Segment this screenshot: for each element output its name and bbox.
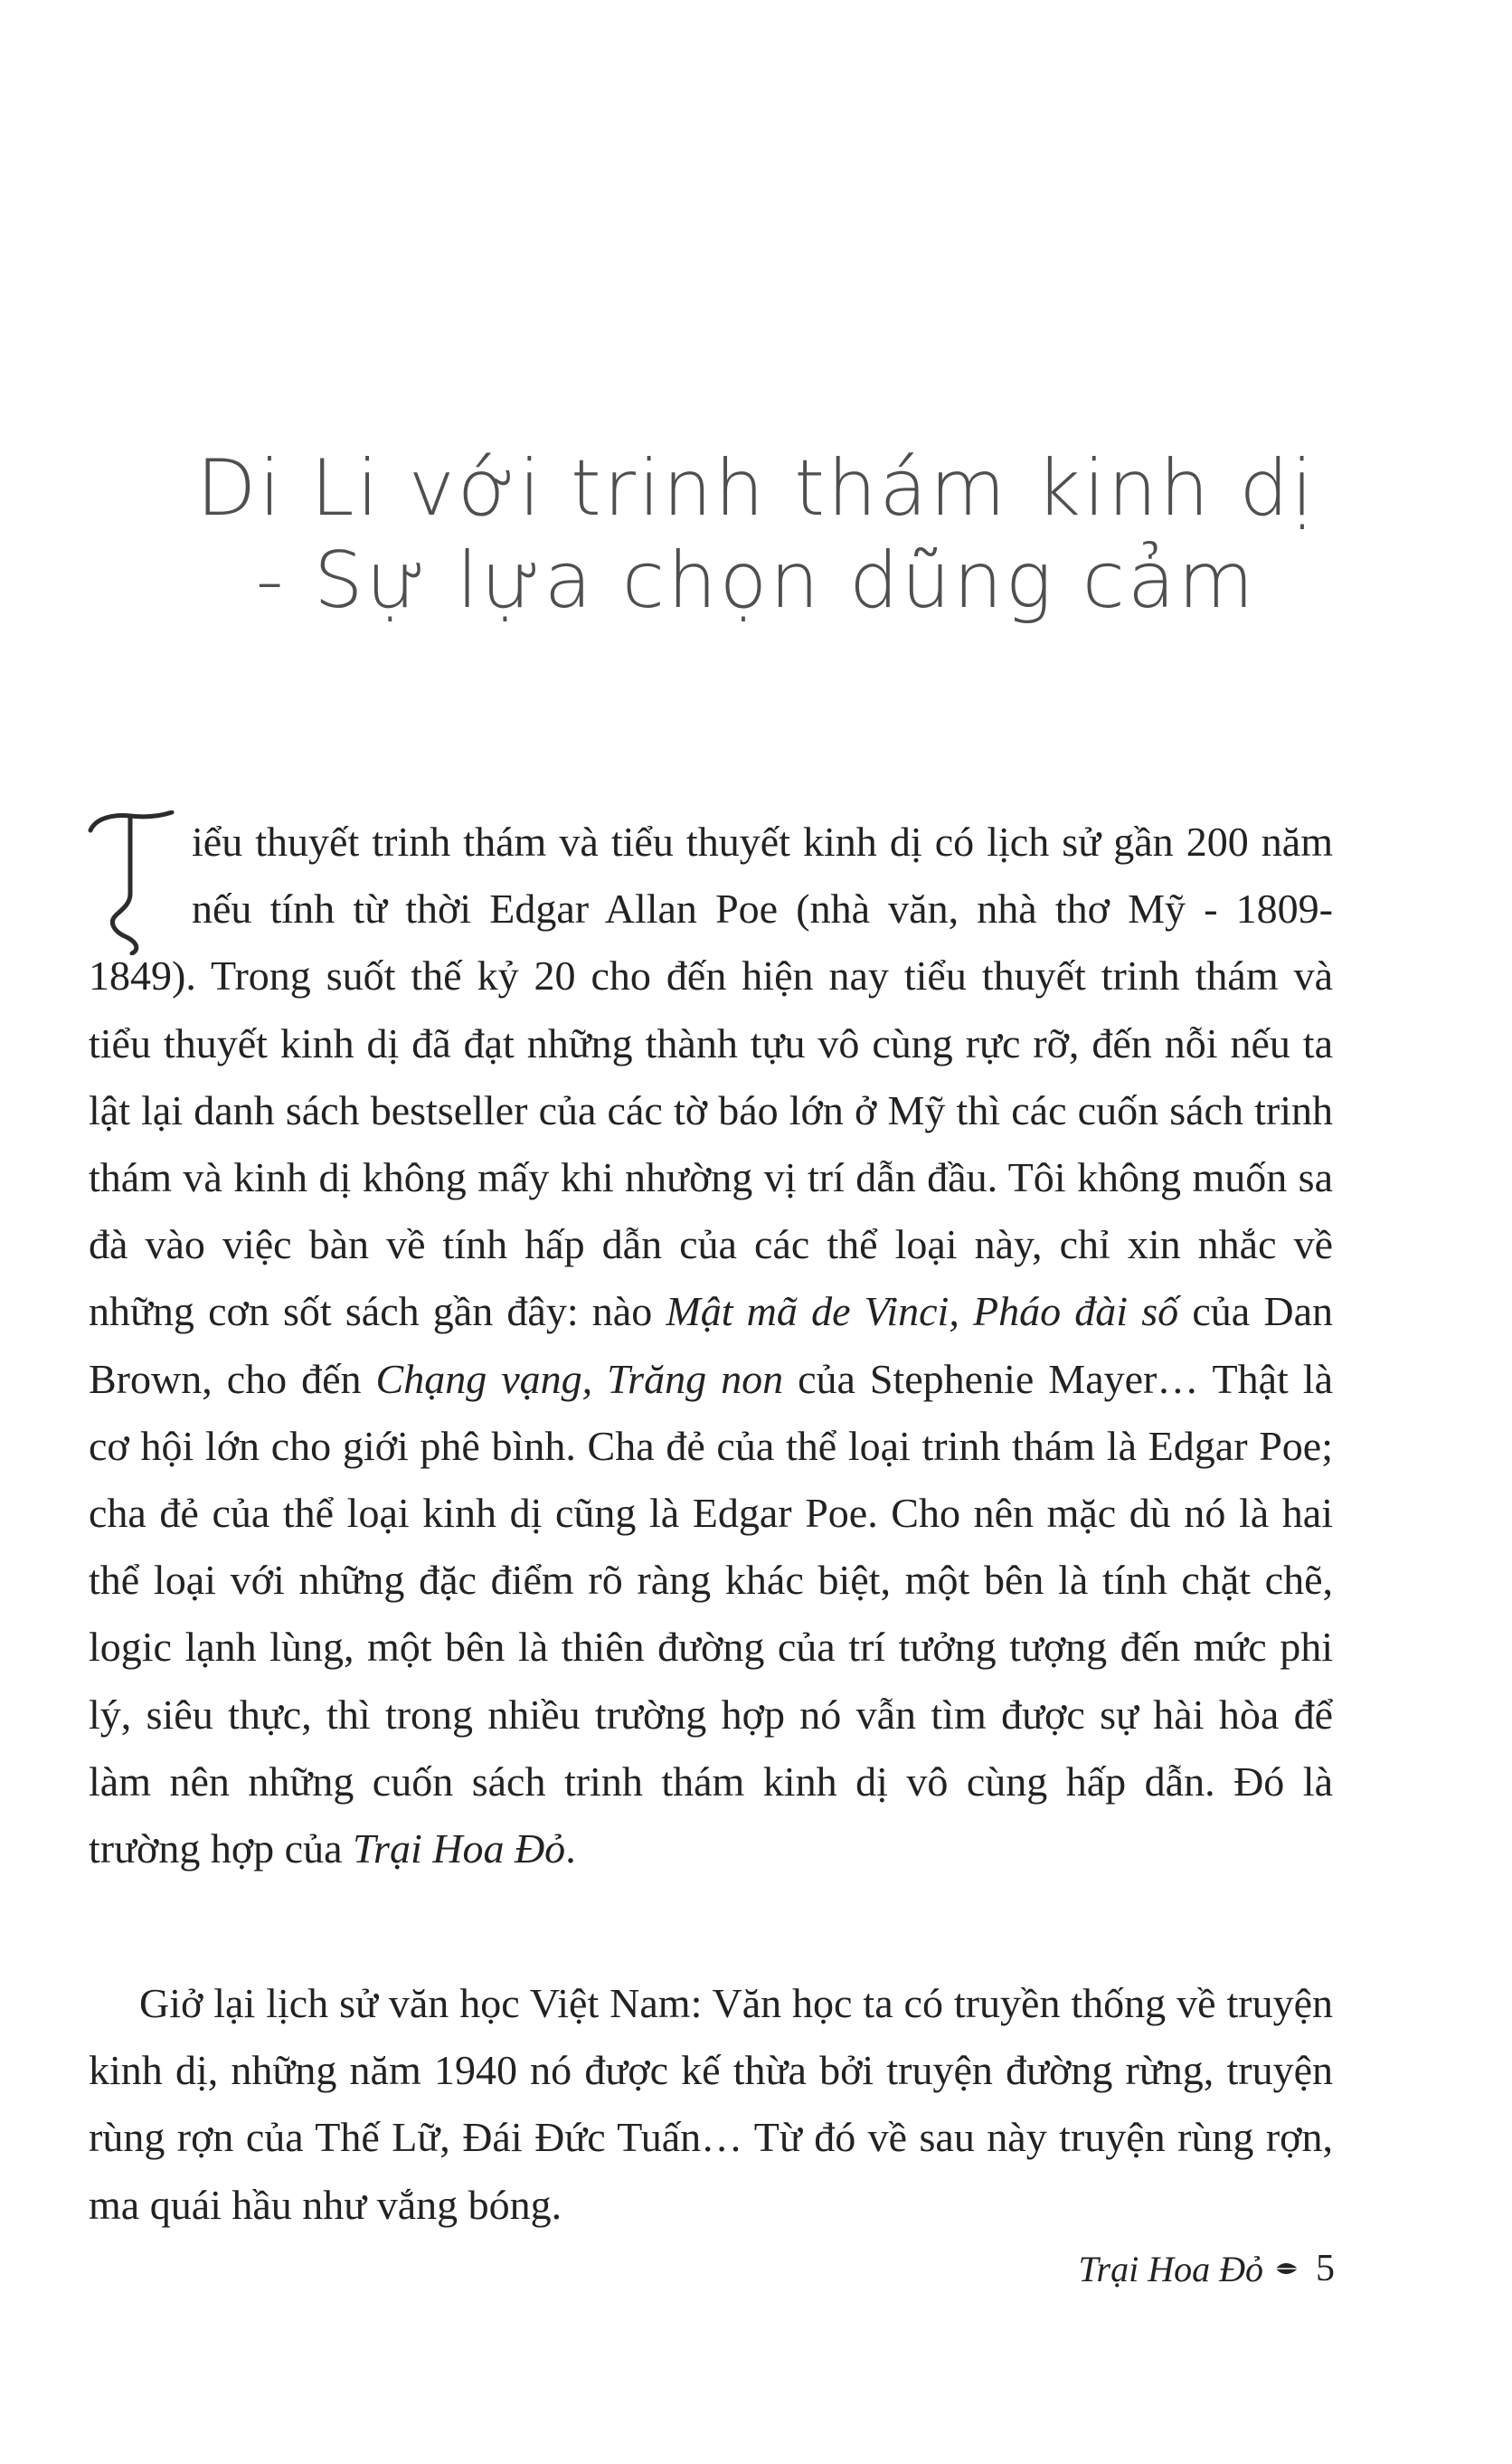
paragraph-1	[89, 809, 1333, 1882]
paragraph-1-seg-3: của Stephenie Mayer… Thật là cơ hội lớn cho giới phê bình. Cha đẻ của thể loại trinh thám là Edgar Poe; cha đẻ của thể loại kinh dị cũng là Edgar Poe. Cho nên mặc dù nó là hai thể loại với những đặc điểm rõ ràng khác biệt, một bên là tính chặt chẽ, logic lạnh lùng, một bên là thiên đường của trí tưởng tượng đến mức phi lý, siêu thực, thì trong nhiều trường hợp nó vẫn tìm được sự hài hòa để làm nên những cuốn sách trinh thám kinh dị vô cùng hấp dẫn. Đó là trường hợp của	[89, 1355, 1333, 1872]
paragraph-2: Giở lại lịch sử văn học Việt Nam: Văn học ta có truyền thống về truyện kinh dị, những năm 1940 nó được kế thừa bởi truyện đường rừng, truyện rùng rợn của Thế Lữ, Đái Đức Tuấn… Từ đó về sau này truyện rùng rợn, ma quái hầu như vắng bóng.	[89, 1980, 1333, 2228]
book-title-3: Trại Hoa Đỏ	[353, 1825, 566, 1872]
book-title-2: Chạng vạng, Trăng non	[375, 1355, 784, 1402]
chapter-title-line-2: - Sự lựa chọn dũng cảm	[255, 535, 1257, 626]
leaf-ornament-icon	[1274, 2256, 1299, 2281]
drop-cap	[87, 810, 175, 944]
paragraph-1-seg-4: .	[565, 1825, 576, 1872]
running-title: Trại Hoa Đỏ	[1078, 2248, 1263, 2289]
page-number: 5	[1316, 2248, 1335, 2289]
page-footer	[1079, 2247, 1336, 2290]
paragraph-1-seg-1: iểu thuyết trinh thám và tiểu thuyết kinh dị có lịch sử gần 200 năm nếu tính từ thời Edgar Allan Poe (nhà văn, nhà thơ Mỹ - 1809-1849). Trong suốt thế kỷ 20 cho đến hiện nay tiểu thuyết trinh thám và tiểu thuyết kinh dị đã đạt những thành tựu vô cùng rực rỡ, đến nỗi nếu ta lật lại danh sách bestseller của các tờ báo lớn ở Mỹ thì các cuốn sách trinh thám và kinh dị không mấy khi nhường vị trí dẫn đầu. Tôi không muốn sa đà vào việc bàn về tính hấp dẫn của các thể loại này, chỉ xin nhắc về những cơn sốt sách gần đây: nào	[89, 819, 1333, 1335]
paragraph-1-seg-2: của Dan Brown, cho đến	[89, 1288, 1333, 1402]
drop-cap-glyph	[87, 810, 175, 955]
chapter-title-line-1: Di Li với trinh thám kinh dị	[196, 443, 1316, 534]
book-title-1: Mật mã de Vinci, Pháo đài số	[666, 1288, 1179, 1335]
